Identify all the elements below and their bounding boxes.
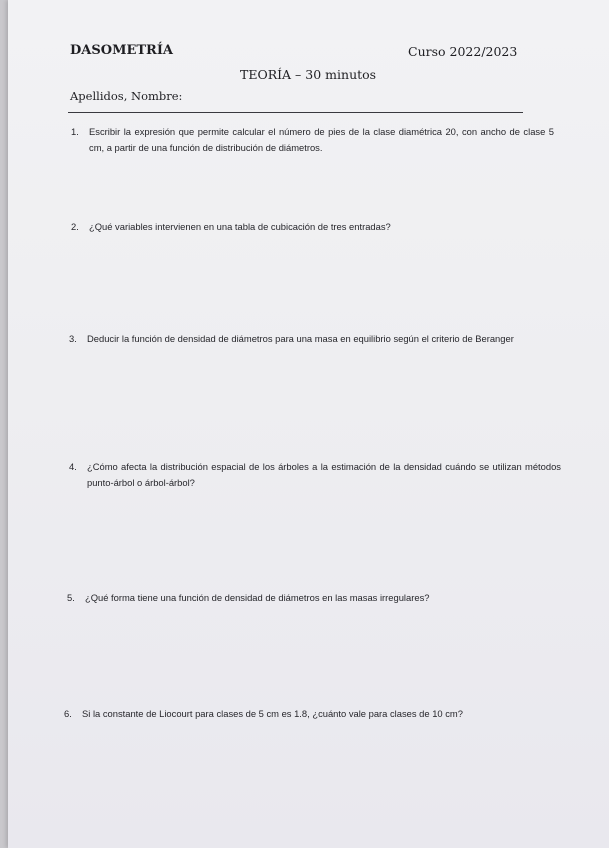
- question-text: ¿Cómo afecta la distribución espacial de los árboles a la estimación de la densidad cuándo se utilizan métodos punto-árbol o árbol-árbol?: [87, 461, 561, 488]
- question-text: Si la constante de Liocourt para clases de 5 cm es 1.8, ¿cuánto vale para clases de 10 cm?: [82, 708, 463, 719]
- subject-title: DASOMETRÍA: [70, 43, 174, 58]
- question-text: ¿Qué forma tiene una función de densidad de diámetros en las masas irregulares?: [85, 592, 430, 603]
- exam-sheet: [8, 0, 609, 848]
- course-year: Curso 2022/2023: [408, 44, 518, 59]
- question-number: 6.: [64, 708, 72, 719]
- question-number: 3.: [69, 333, 77, 344]
- question-text: ¿Qué variables intervienen en una tabla de cubicación de tres entradas?: [89, 221, 391, 232]
- question-text: Escribir la expresión que permite calcular el número de pies de la clase diamétrica 20, con ancho de clase 5 cm, a partir de una función de distribución de diámetros.: [89, 126, 554, 153]
- question-number: 1.: [71, 126, 79, 137]
- name-label: Apellidos, Nombre:: [70, 89, 183, 103]
- question-number: 5.: [67, 592, 75, 603]
- question-number: 2.: [71, 221, 79, 232]
- name-line: [68, 112, 523, 113]
- exam-title: TEORÍA – 30 minutos: [240, 67, 377, 82]
- question-text: Deducir la función de densidad de diámetros para una masa en equilibrio según el criterio de Beranger: [87, 333, 514, 344]
- question-number: 4.: [69, 461, 77, 472]
